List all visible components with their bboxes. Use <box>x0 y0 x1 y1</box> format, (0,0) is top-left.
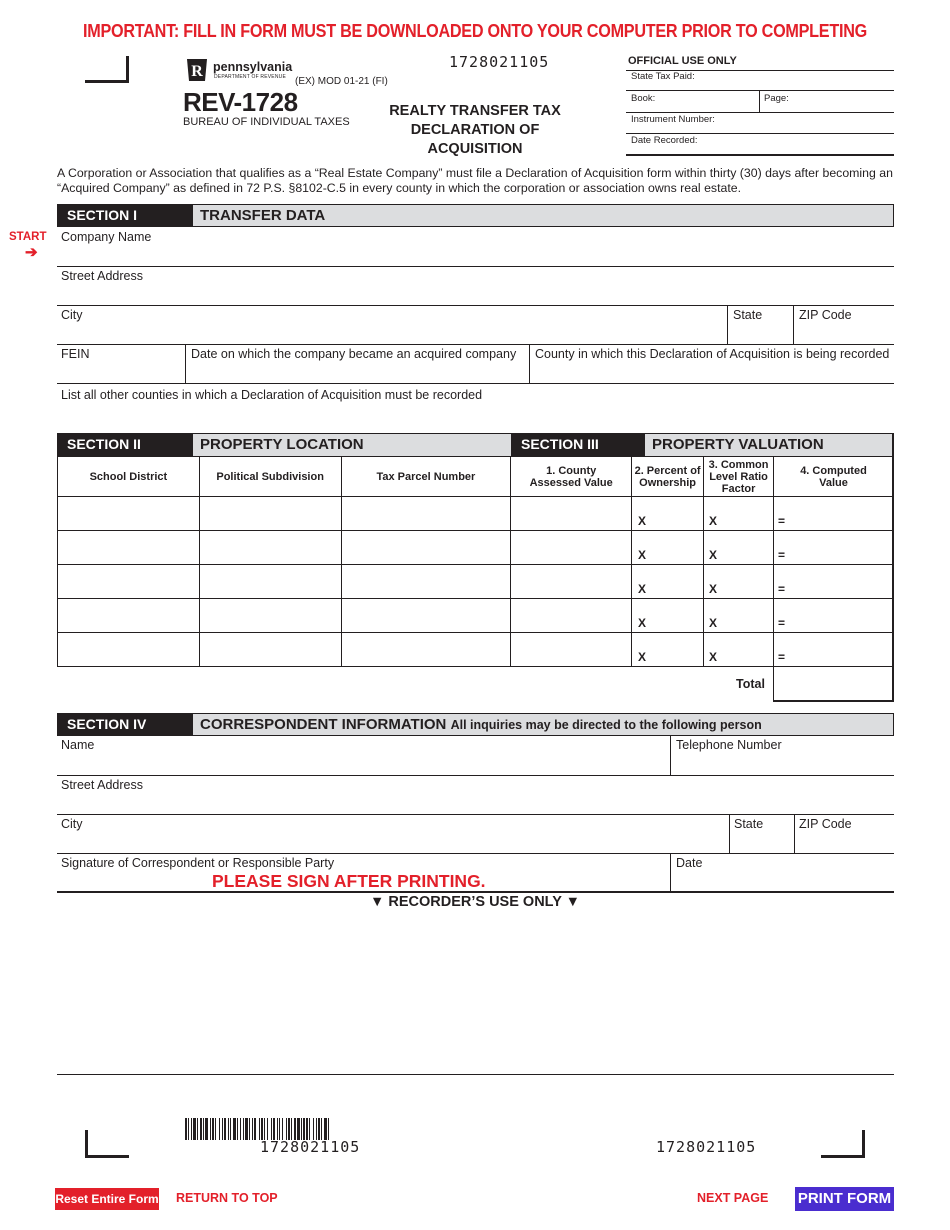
computed-cell[interactable] <box>774 565 894 599</box>
city-label: City <box>61 308 83 322</box>
political-subdivision-cell[interactable] <box>199 497 341 531</box>
other-counties-field[interactable] <box>57 384 894 414</box>
computed-cell[interactable] <box>774 599 894 633</box>
tax-parcel-cell[interactable] <box>341 599 511 633</box>
multiply-symbol: X <box>638 514 647 528</box>
section1-tag: SECTION I <box>57 204 193 227</box>
book-label: Book: <box>631 93 656 104</box>
fein-field[interactable] <box>57 345 185 384</box>
tax-parcel-cell[interactable] <box>341 497 511 531</box>
corner-mark-top-left <box>85 56 129 83</box>
equals-symbol: = <box>778 514 786 528</box>
multiply-symbol: X <box>709 616 718 630</box>
tax-parcel-cell[interactable] <box>341 633 511 667</box>
form-number: REV-1728 <box>183 87 298 117</box>
corner-mark-bottom-right <box>821 1130 865 1158</box>
corner-mark-bottom-left <box>85 1130 129 1158</box>
multiply-symbol: X <box>638 582 647 596</box>
section4-title-text: CORRESPONDENT INFORMATION <box>200 716 447 733</box>
logo-dept: DEPARTMENT OF REVENUE <box>214 74 286 80</box>
school-district-cell[interactable] <box>58 565 200 599</box>
signature-date-field[interactable] <box>670 854 894 893</box>
signature-date-label: Date <box>676 856 703 870</box>
form-code-top: 1728021105 <box>449 53 550 71</box>
correspondent-name-field[interactable] <box>57 736 670 776</box>
col-assessed-value: 1. County Assessed Value <box>511 457 632 497</box>
sign-after-printing: PLEASE SIGN AFTER PRINTING. <box>212 871 486 891</box>
form-title: REALTY TRANSFER TAX DECLARATION OF ACQUISITION <box>389 103 561 157</box>
computed-cell[interactable] <box>774 497 894 531</box>
signature-label: Signature of Correspondent or Responsible Party <box>61 856 335 870</box>
other-counties-label: List all other counties in which a Declaration of Acquisition must be recorded <box>61 388 483 402</box>
political-subdivision-cell[interactable] <box>199 599 341 633</box>
col-ratio-factor: 3. Common Level Ratio Factor <box>704 457 774 497</box>
intro-text: A Corporation or Association that qualifies as a “Real Estate Company” must file a Declaration of Acquisition form within thirty (30) days after becoming an “Acquired Company” as defined in 72 P.S. §8102-C.5 in every county in which the corporation or association owns real estate. <box>57 166 893 195</box>
svg-text:R: R <box>191 63 203 80</box>
multiply-symbol: X <box>638 650 647 664</box>
form-mod: (EX) MOD 01-21 (FI) <box>295 76 388 87</box>
multiply-symbol: X <box>709 514 718 528</box>
correspondent-zip-label: ZIP Code <box>799 817 852 831</box>
assessed-value-cell[interactable] <box>511 633 632 667</box>
total-field[interactable] <box>773 667 894 702</box>
form-code-bottom: 1728021105 <box>656 1138 757 1156</box>
correspondent-name-label: Name <box>61 738 95 752</box>
fein-label: FEIN <box>61 347 90 361</box>
section3-tag: SECTION III <box>511 433 645 456</box>
school-district-cell[interactable] <box>58 633 200 667</box>
download-warning-banner: IMPORTANT: FILL IN FORM MUST BE DOWNLOADED ONTO YOUR COMPUTER PRIOR TO COMPLETING <box>83 21 867 41</box>
political-subdivision-cell[interactable] <box>199 531 341 565</box>
correspondent-street-field[interactable] <box>57 776 894 815</box>
date-recorded-label: Date Recorded: <box>631 135 698 146</box>
assessed-value-cell[interactable] <box>511 497 632 531</box>
city-field[interactable] <box>57 306 727 345</box>
col-percent-ownership: 2. Percent of Ownership <box>632 457 704 497</box>
property-table <box>57 456 894 667</box>
political-subdivision-cell[interactable] <box>199 565 341 599</box>
date-acquired-field[interactable] <box>185 345 529 384</box>
table-row <box>58 633 894 667</box>
political-subdivision-cell[interactable] <box>199 633 341 667</box>
correspondent-zip-field[interactable] <box>794 815 894 854</box>
equals-symbol: = <box>778 582 786 596</box>
tax-parcel-cell[interactable] <box>341 565 511 599</box>
recorders-use-heading: ▼ RECORDER’S USE ONLY ▼ <box>370 894 580 910</box>
barcode <box>185 1118 449 1140</box>
correspondent-city-label: City <box>61 817 83 831</box>
correspondent-state-field[interactable] <box>729 815 794 854</box>
computed-cell[interactable] <box>774 633 894 667</box>
table-row <box>58 497 894 531</box>
total-label: Total <box>736 677 765 691</box>
recorder-bottom-line <box>57 1074 894 1075</box>
zip-label: ZIP Code <box>799 308 852 322</box>
col-school-district: School District <box>58 457 200 497</box>
pa-revenue-logo <box>184 57 210 86</box>
company-name-field[interactable] <box>57 227 894 267</box>
table-row <box>58 531 894 565</box>
col-political-subdivision: Political Subdivision <box>199 457 341 497</box>
bureau: BUREAU OF INDIVIDUAL TAXES <box>183 116 350 128</box>
section4-title <box>200 713 762 737</box>
reset-form-button[interactable]: Reset Entire Form <box>55 1188 159 1210</box>
page-label: Page: <box>764 93 789 104</box>
logo-name: pennsylvania <box>213 60 293 74</box>
telephone-field[interactable] <box>670 736 894 776</box>
multiply-symbol: X <box>709 548 718 562</box>
multiply-symbol: X <box>709 650 718 664</box>
return-to-top-link[interactable]: RETURN TO TOP <box>176 1191 278 1205</box>
col-computed-value: 4. Computed Value <box>774 457 894 497</box>
assessed-value-cell[interactable] <box>511 531 632 565</box>
multiply-symbol: X <box>638 616 647 630</box>
section4-subtitle: All inquiries may be directed to the following person <box>450 718 762 732</box>
multiply-symbol: X <box>709 582 718 596</box>
computed-cell[interactable] <box>774 531 894 565</box>
state-tax-paid-label: State Tax Paid: <box>631 71 695 82</box>
county-label: County in which this Declaration of Acquisition is being recorded <box>535 347 890 361</box>
correspondent-street-label: Street Address <box>61 778 143 792</box>
next-page-link[interactable]: NEXT PAGE <box>697 1191 769 1205</box>
telephone-label: Telephone Number <box>676 738 782 752</box>
date-acquired-label: Date on which the company became an acquired company <box>191 347 517 361</box>
zip-field[interactable] <box>793 306 894 345</box>
print-form-button[interactable]: PRINT FORM <box>795 1187 894 1211</box>
correspondent-city-field[interactable] <box>57 815 729 854</box>
multiply-symbol: X <box>638 548 647 562</box>
start-label: START <box>9 231 47 243</box>
section4-tag: SECTION IV <box>57 713 193 736</box>
section2-tag: SECTION II <box>57 433 193 456</box>
table-row <box>58 599 894 633</box>
county-field[interactable] <box>529 345 894 384</box>
start-arrow-icon: ➔ <box>25 244 38 261</box>
keystone-icon <box>184 57 210 83</box>
school-district-cell[interactable] <box>58 497 200 531</box>
instrument-number-label: Instrument Number: <box>631 114 715 125</box>
table-row <box>58 565 894 599</box>
correspondent-state-label: State <box>734 817 764 831</box>
section2-title: PROPERTY LOCATION <box>200 436 364 453</box>
state-field[interactable] <box>727 306 793 345</box>
official-use-heading: OFFICIAL USE ONLY <box>628 55 737 67</box>
barcode-number: 1728021105 <box>260 1138 361 1156</box>
equals-symbol: = <box>778 548 786 562</box>
street-address-label: Street Address <box>61 269 143 283</box>
col-tax-parcel: Tax Parcel Number <box>341 457 511 497</box>
assessed-value-cell[interactable] <box>511 565 632 599</box>
tax-parcel-cell[interactable] <box>341 531 511 565</box>
section1-title: TRANSFER DATA <box>200 207 326 224</box>
equals-symbol: = <box>778 616 786 630</box>
company-name-label: Company Name <box>61 230 152 244</box>
section3-title: PROPERTY VALUATION <box>652 436 824 453</box>
state-label: State <box>733 308 763 322</box>
equals-symbol: = <box>778 650 786 664</box>
assessed-value-cell[interactable] <box>511 599 632 633</box>
school-district-cell[interactable] <box>58 531 200 565</box>
school-district-cell[interactable] <box>58 599 200 633</box>
street-address-field[interactable] <box>57 267 894 306</box>
